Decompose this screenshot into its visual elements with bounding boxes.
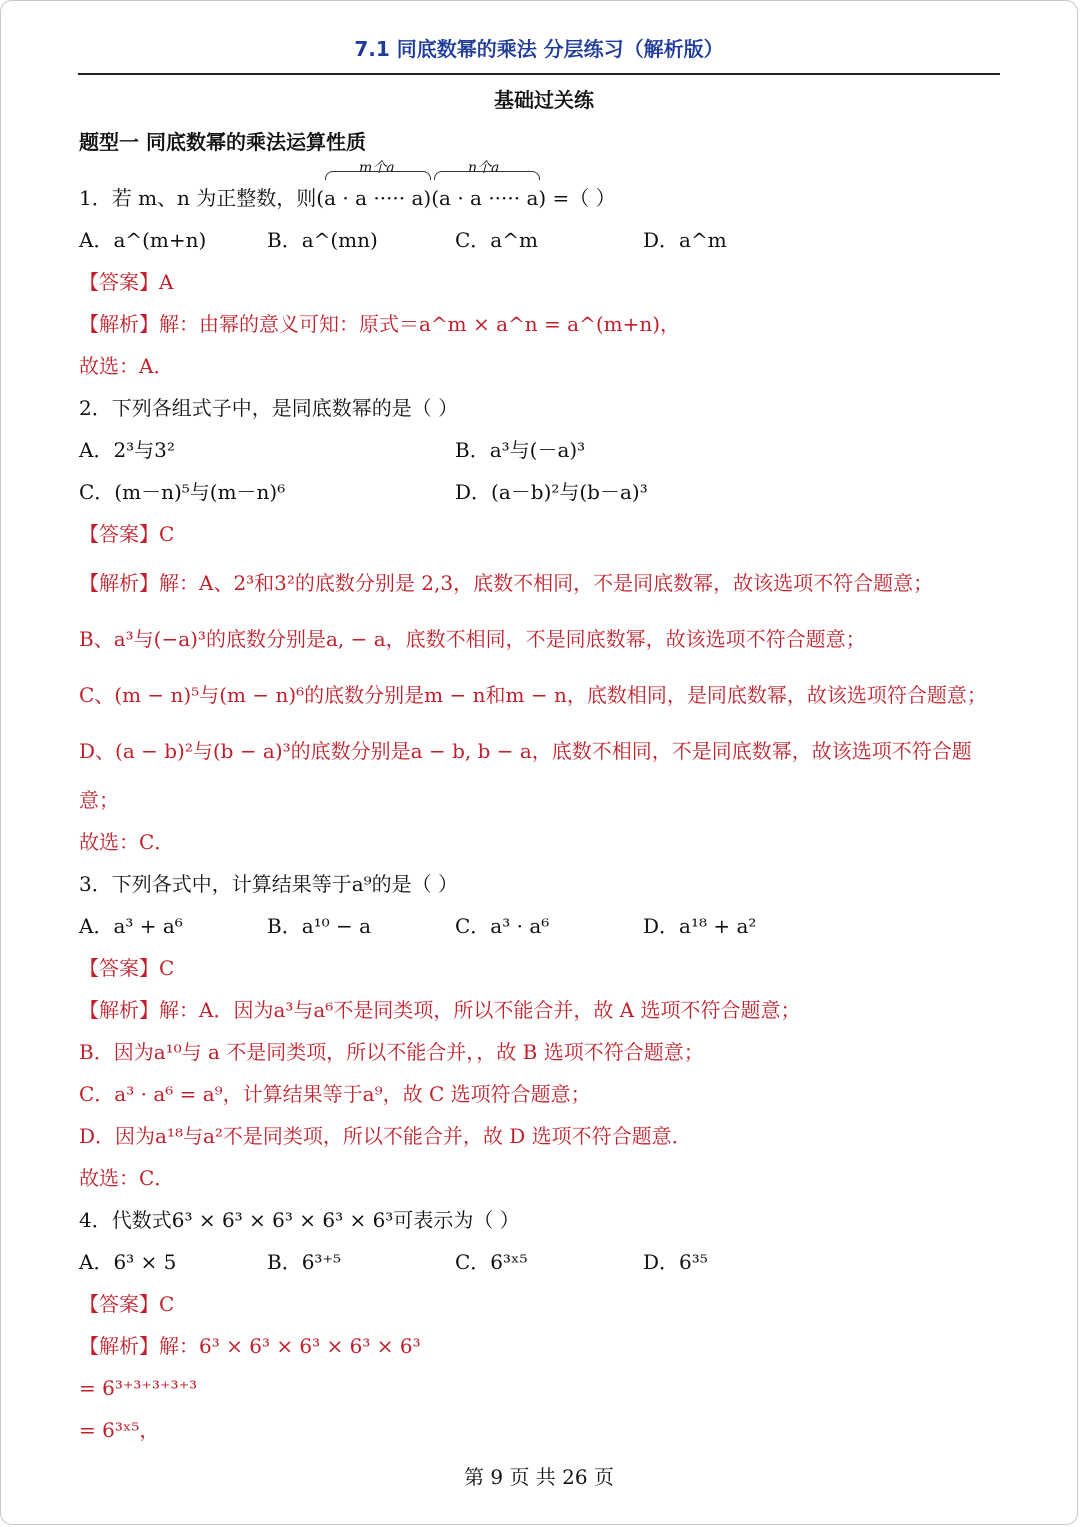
question-2-analysis-line: 意； (79, 788, 119, 812)
question-4-answer: 【答案】C (79, 1292, 175, 1316)
question-1-answer: 【答案】A (79, 270, 174, 294)
question-1-option-b: B．a^(mn) (267, 228, 378, 252)
question-3-analysis-line: 【解析】解：A．因为a³与a⁶不是同类项，所以不能合并，故 A 选项不符合题意； (79, 998, 801, 1022)
question-1-option-a: A．a^(m+n) (79, 228, 207, 252)
document-title: 7.1 同底数幂的乘法 分层练习（解析版） (354, 37, 724, 61)
question-2-option-a: A．2³与3² (79, 438, 175, 462)
header-divider (78, 73, 1000, 75)
question-3-options (79, 905, 1009, 947)
page-number: 第 9 页 共 26 页 (464, 1465, 614, 1489)
question-3-analysis-line: C．a³ · a⁶ = a⁹，计算结果等于a⁹，故 C 选项符合题意； (79, 1082, 591, 1106)
question-2-conclusion: 故选：C． (79, 830, 175, 854)
document-body (79, 85, 1009, 1451)
question-2-analysis-line: B、a³与(−a)³的底数分别是a, − a，底数不相同，不是同底数幂，故该选项不符合题意； (79, 627, 866, 651)
question-3-option-c: C．a³ · a⁶ (455, 914, 550, 938)
question-2-options-row1 (79, 429, 1009, 471)
question-4-option-c: C．6³ˣ⁵ (455, 1250, 528, 1274)
question-1-option-d: D．a^m (643, 228, 727, 252)
question-2-option-d: D．(a－b)²与(b－a)³ (455, 480, 648, 504)
question-3-analysis-line: D．因为a¹⁸与a²不是同类项，所以不能合并，故 D 选项不符合题意． (79, 1124, 692, 1148)
question-4-option-a: A．6³ × 5 (79, 1250, 177, 1274)
question-4-stem: 4．代数式6³ × 6³ × 6³ × 6³ × 6³可表示为（ ） (79, 1208, 520, 1232)
question-1-option-c: C．a^m (455, 228, 538, 252)
question-1-analysis: 【解析】解：由幂的意义可知：原式＝a^m × a^n = a^(m+n)， (79, 312, 681, 336)
question-3-stem: 3．下列各式中，计算结果等于a⁹的是（ ） (79, 872, 459, 896)
question-1-conclusion: 故选：A． (79, 354, 174, 378)
question-1-stem-block (79, 157, 1009, 219)
question-2-option-b: B．a³与(－a)³ (455, 438, 586, 462)
question-3-analysis-line: B．因为a¹⁰与 a 不是同类项，所以不能合并，，故 B 选项不符合题意； (79, 1040, 704, 1064)
question-1-stem: 1．若 m、n 为正整数，则(a · a ····· a)(a · a ····· a) =（ ） (79, 186, 616, 210)
question-3-conclusion: 故选：C． (79, 1166, 175, 1190)
question-4-analysis-line: = 6³⁺³⁺³⁺³⁺³ (79, 1376, 198, 1400)
question-1-options (79, 219, 1009, 261)
question-2-stem: 2．下列各组式子中，是同底数幂的是（ ） (79, 396, 459, 420)
question-4-option-b: B．6³⁺⁵ (267, 1250, 342, 1274)
question-2-options-row2 (79, 471, 1009, 513)
question-3-option-a: A．a³ + a⁶ (79, 914, 183, 938)
question-4-option-d: D．6³⁵ (643, 1250, 708, 1274)
question-2-analysis-line: D、(a − b)²与(b − a)³的底数分别是a − b, b − a，底数不相同，不是同底数幂，故该选项不符合题 (79, 739, 972, 763)
question-4-analysis-line: = 6³ˣ⁵， (79, 1418, 160, 1442)
question-3-answer: 【答案】C (79, 956, 175, 980)
question-4-options (79, 1241, 1009, 1283)
question-3-option-d: D．a¹⁸ + a² (643, 914, 757, 938)
question-2-answer: 【答案】C (79, 522, 175, 546)
question-2-option-c: C．(m－n)⁵与(m－n)⁶ (79, 480, 286, 504)
question-4-analysis-line: 【解析】解：6³ × 6³ × 6³ × 6³ × 6³ (79, 1334, 421, 1358)
brace-label-n: n个a (468, 160, 500, 176)
section-title: 基础过关练 (494, 88, 594, 112)
question-2-analysis-line: 【解析】解：A、2³和3²的底数分别是 2,3，底数不相同，不是同底数幂，故该选项不符合题意； (79, 571, 934, 595)
question-3-option-b: B．a¹⁰ − a (267, 914, 372, 938)
question-2-analysis-line: C、(m − n)⁵与(m − n)⁶的底数分别是m − n和m − n，底数相同，是同底数幂，故该选项符合题意； (79, 683, 987, 707)
subsection-title: 题型一 同底数幂的乘法运算性质 (79, 130, 366, 154)
brace-label-m: m个a (359, 160, 395, 176)
